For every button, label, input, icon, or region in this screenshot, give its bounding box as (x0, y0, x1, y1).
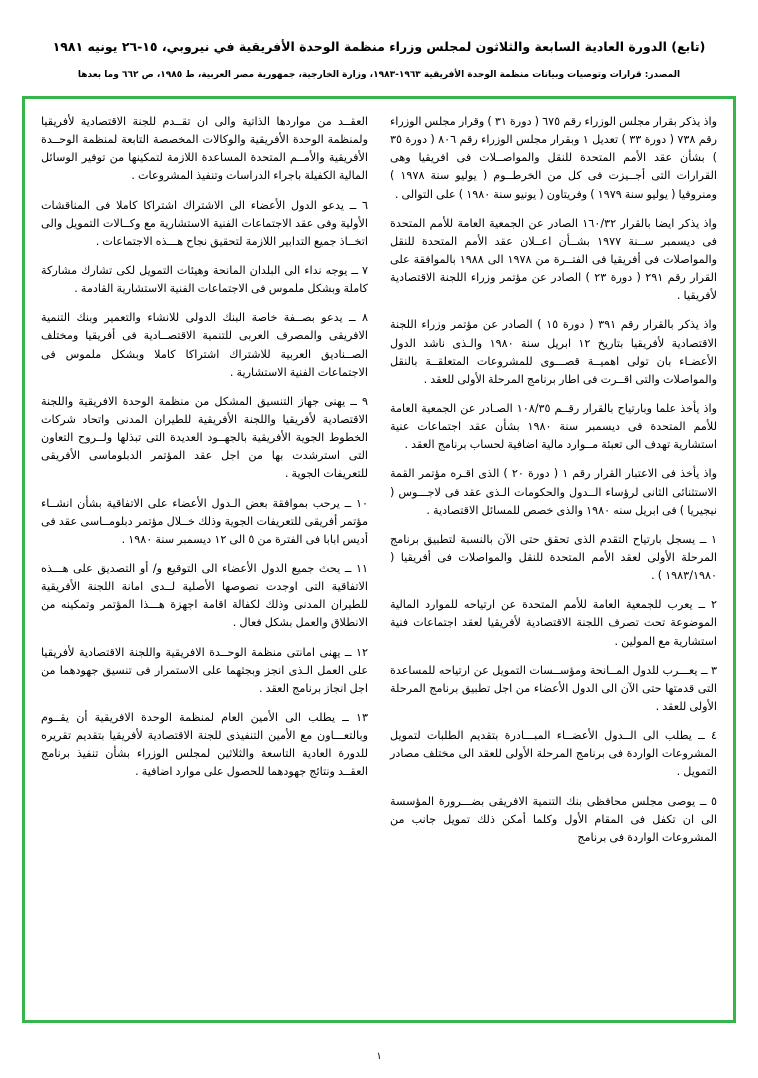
paragraph: واذ يذكر ايضا بالقرار ١٦٠/٣٢ الصادر عن الجمعية العامة للأمم المتحدة فى ديسمبر ســنة ١٩٧٧ بشــأن اعــلان عقد الأمم المتحدة للنقل والمواصلات فى أفريقيا فى الفتــرة من ١٩٧٨ الى ١٩٨٨ بالموافقة على القرار رقم ٢٩١ ( دورة ٢٣ ) الصادر عن مؤتمر وزراء اللجنة الاقتصادية لأفريقيا . (390, 216, 718, 303)
paragraph: العقــد من مواردها الذاتية والى ان تقــدم للجنة الاقتصادية لأفريقيا ولمنظمة الوحدة الأفريقية والوكالات المخصصة التابعة لمنظمة الوحــدة الأفريقية والأمــم المتحدة المساعدة اللازمة لتمكينها من توفير الوسائل المالية الكفيلة باجراء الدراسات وتنفيذ المشروعات . (41, 115, 368, 183)
paragraph: ٣ ــ يعـــرب للدول المــانحة ومؤســسات التمويل عن ارتياحه للمساعدة التى قدمتها حتى الآن الى الدول الأعضاء من اجل تطبيق برنامج المرحلة الأولى للعقد . (390, 663, 717, 713)
two-column-body (25, 99, 733, 1020)
paragraph: ٥ ــ يوصى مجلس محافظى بنك التنمية الافريقى بضـــرورة المؤسسة الى ان تكفل فى المقام الأول وكلما أمكن ذلك تمويل جانب من المشروعات الواردة فى برنامج (390, 794, 717, 844)
page-number: ١ (376, 1051, 382, 1062)
paragraph: ١٣ ــ يطلب الى الأمين العام لمنظمة الوحدة الافريقية أن يقــوم وبالتعـــاون مع الأمين التنفيذى للجنة الاقتصادية لأفريقيا بتقديم تقريره للدورة العادية التاسعة والثلاثين لمجلس الوزراء بشأن تنفيذ برنامج العقــد ونتائج جهودهما للحصول على موارد اضافية . (41, 710, 368, 779)
content-frame (22, 96, 736, 1023)
paragraph: واذ يأخذ فى الاعتبار القرار رقم ١ ( دورة ٢٠ ) الذى اقـره مؤتمر القمة الاستثنائى الثانى لرؤساء الــدول والحكومات الـذى عقد فى لاجـــوس ( نيجيريا ) فى ابريل سنه ١٩٨٠ والذى خصص للمسائل الاقتصادية . (390, 467, 717, 517)
paragraph: واذ يذكر بالقرار رقم ٣٩١ ( دورة ١٥ ) الصادر عن مؤتمر وزراء اللجنة الاقتصادية لأفريقيا بتاريخ ١٢ ابريل سنة ١٩٨٠ والـذى ناشد الدول الأعضـاء بان تولى اهميــة قصـــوى للمشروعات المتعلقــة بالنقل والمواصلات والتى اقــرت فى اطار برنامج المرحلة الأولى للعقد . (390, 318, 717, 386)
paragraph: ١ ــ يسجل بارتياح التقدم الذى تحقق حتى الآن بالنسبة لتطبيق برنامج المرحلة الأولى لعقد الأمم المتحدة للنقل والمواصلات فى أفريقيا ( ١٩٨٣/١٩٨٠ ) . (390, 532, 717, 583)
paragraph: ١١ ــ يحث جميع الدول الأعضاء الى التوقيع و/ أو التصديق على هـــذه الاتفاقية التى اوجدت نصوصها الأصلية لــدى امانة اللجنة الأفريقية للطيران المدنى وذلك لكفالة اقامة اجهزة هـــذا المؤتمر وتمكينه من الانطلاق والعمل بشكل فعال . (41, 561, 368, 630)
paragraph: ١٢ ــ يهنى امانتى منظمة الوحــدة الافريقية واللجنة الاقتصادية لأفريقيا على العمل الـذى انجز وبجثهما على الاستمرار فى تنسيق جهودهما من اجل انجاز برنامج العقد . (41, 645, 368, 695)
page-title: (تابع) الدورة العادية السابعة والثلاثون لمجلس وزراء منظمة الوحدة الأفريقية في نيروبي، ١٥-٢٦ يونيه ١٩٨١ (52, 39, 706, 54)
paragraph: ٧ ــ يوجه نداء الى البلدان المانحة وهيئات التمويل لكى تشارك مشاركة كاملة وبشكل ملموس فى الاجتماعات الفنية الاستشارية القادمة . (41, 263, 368, 296)
column-right (390, 113, 717, 1010)
paragraph: ٢ ــ يعرب للجمعية العامة للأمم المتحدة عن ارتياحه للموارد المالية الموضوعة تحت تصرف اللجنة الاقتصادية لأفريقيا لعقد اجتماعات فنية استشارية مع المولين . (390, 598, 717, 648)
paragraph: ١٠ ــ يرحب بموافقة بعض الـدول الأعضاء على الاتفاقية بشأن انشــاء مؤتمر أفريقى للتعريفات الجوية وذلك خــلال مؤتمر دبلومــاسى عقد فى أديس ابابا فى الفترة من ٥ الى ١٢ ديسمبر سنة ١٩٨٠ . (41, 496, 368, 546)
paragraph: ٨ ــ يدعو بصــفة خاصة البنك الدولى للانشاء والتعمير وبنك التنمية الافريقى والمصرف العربى للتنمية الاقتصــادية فى أفريقيا ومختلف الصــناديق العربية للاشتراك اشتراكا كاملا وبشكل ملموس فى الاجتماعات الفنية الاستشارية . (41, 311, 368, 379)
paragraph: ٩ ــ يهنى جهاز التنسيق المشكل من منظمة الوحدة الافريقية واللجنة الاقتصادية لأفريقيا واللجنة الأفريقية للطيران المدنى واتحاد شركات الخطوط الجوية الأفريقية بالجهــود العديدة التى تبذلها ولــروح التعاون التى استرشدت بها من اجل عقد المؤتمر الدبلوماسى الأفريقى للتعريفات الجوية . (41, 394, 368, 481)
paragraph: واذ يأخذ علما وبارتياح بالقرار رقــم ١٠٨/٣٥ الصـادر عن الجمعية العامة للأمم المتحدة فى ديسمبر سنة ١٩٨٠ بشأن عقد اجتماعات عنية استشارية تهدف الى تعبئة مــوارد مالية اضافية لحساب برنامج العقد . (390, 401, 717, 452)
column-left (41, 113, 368, 1010)
paragraph: ٤ ــ يطلب الى الــدول الأعضــاء المبـــادرة بتقديم الطلبات لتمويل المشروعات الواردة فى برنامج المرحلة الأولى للعقد الى مختلف مصادر التمويل . (390, 729, 717, 779)
paragraph: واذ يذكر بقرار مجلس الوزراء رقم ٦٧٥ ( دورة ٣١ ) وقرار مجلس الوزراء رقم ٧٣٨ ( دورة ٣٣ ) تعديل ١ وبقرار مجلس الوزراء رقم ٨٠٦ ( دورة ٣٥ ) بشأن عقد الأمم المتحدة للنقل والمواصــلات فى افريقيا وهى القرارات التى أجــيزت فى كل من الخرطــوم ( يوليو سنة ١٩٧٨ ) ومنروفيا ( يوليو سنة ١٩٧٩ ) وفريتاون ( يونيو سنة ١٩٨٠ ) على التوالى . (390, 115, 717, 201)
paragraph: ٦ ــ يدعو الدول الأعضاء الى الاشتراك اشتراكا كاملا فى المناقشات الأولية وفى عقد الاجتماعات الفنية الاستشارية مع وكــالات التمويل والى اتخــاذ جميع التدابير اللازمة لتحقيق نجاح هـــذه الاجتماعات . (41, 198, 368, 248)
source-line: المصدر: قرارات وتوصيات وبيانات منظمة الوحدة الأفريقية ١٩٦٣-١٩٨٣، وزارة الخارجية، جمهورية مصر العربية، ط ١٩٨٥، ص ٦٦٢ وما بعدها (77, 69, 681, 80)
